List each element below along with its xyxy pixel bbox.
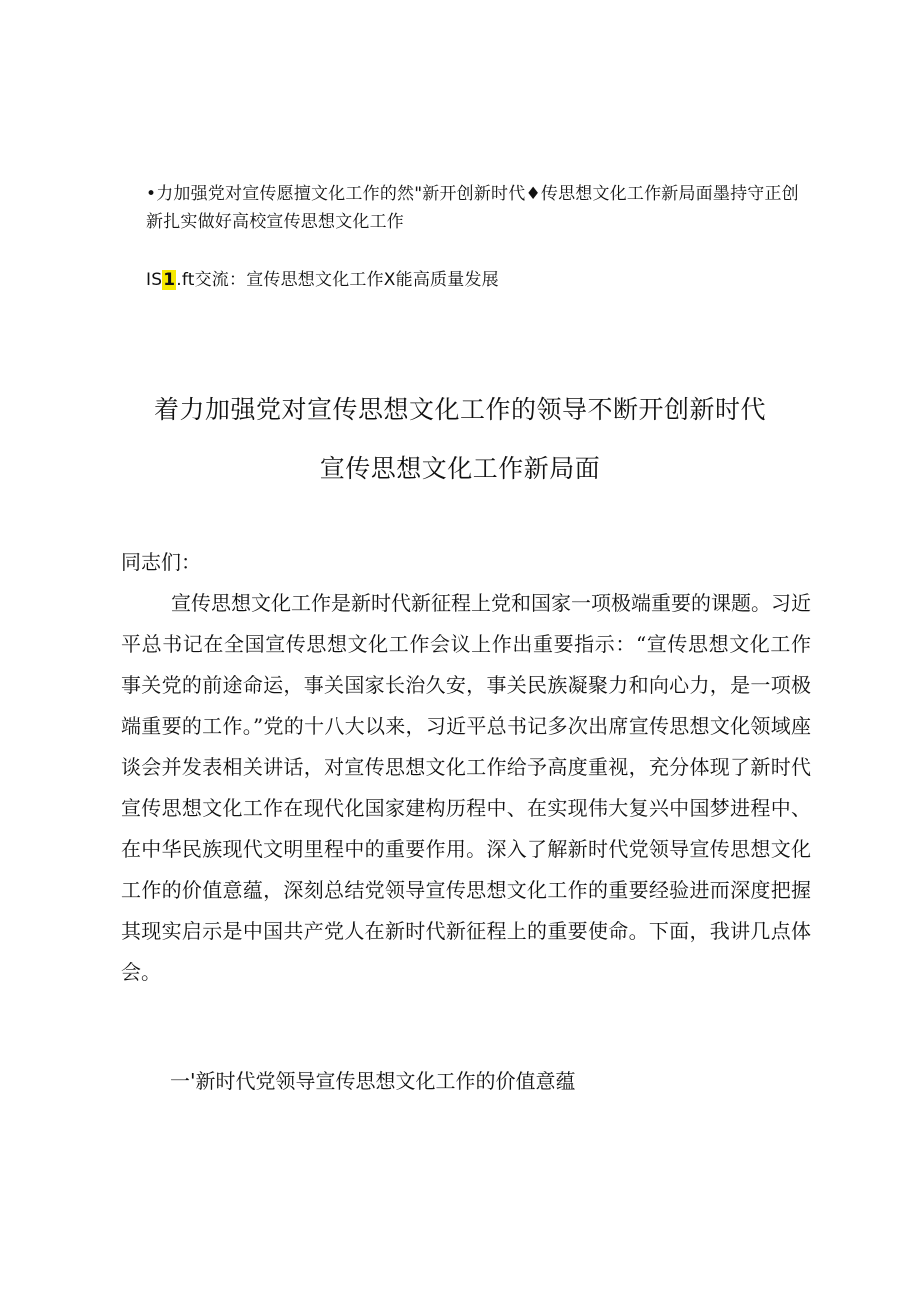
related-doc-link-2[interactable]: [146, 266, 806, 294]
document-title-line-2: 宣传思想文化工作新局面: [319, 454, 601, 483]
toc-rest: .ft交流：宣传思想文化工作X能高质量发展: [176, 270, 499, 290]
search-highlight: 1: [163, 270, 176, 290]
related-doc-link-1[interactable]: •力加强党对宣传愿擅文化工作的然"新开创新时代♦传思想文化工作新局面墨持守正创新扎实做好高校宣传思想文化工作: [146, 184, 799, 232]
section-heading: 一'新时代党领导宣传思想文化工作的价值意蕴: [170, 1069, 576, 1093]
salutation: 同志们：: [121, 550, 201, 574]
toc-prefix: IS: [146, 270, 163, 290]
body-paragraph: 宣传思想文化工作是新时代新征程上党和国家一项极端重要的课题。习近平总书记在全国宣传思想文化工作会议上作出重要指示：“宣传思想文化工作事关党的前途命运，事关国家长治久安，事关民族凝聚力和向心力，是一项极端重要的工作。”党的十八大以来，习近平总书记多次出席宣传思想文化领域座谈会并发表相关讲话，对宣传思想文化工作给予高度重视，充分体现了新时代宣传思想文化工作在现代化国家建构历程中、在实现伟大复兴中国梦进程中、在中华民族现代文明里程中的重要作用。深入了解新时代党领导宣传思想文化工作的价值意蕴，深刻总结党领导宣传思想文化工作的重要经验进而深度把握其现实启示是中国共产党人在新时代新征程上的重要使命。下面，我讲几点体会。: [121, 591, 811, 984]
document-title-line-1: 着力加强党对宣传思想文化工作的领导不断开创新时代: [153, 395, 766, 424]
